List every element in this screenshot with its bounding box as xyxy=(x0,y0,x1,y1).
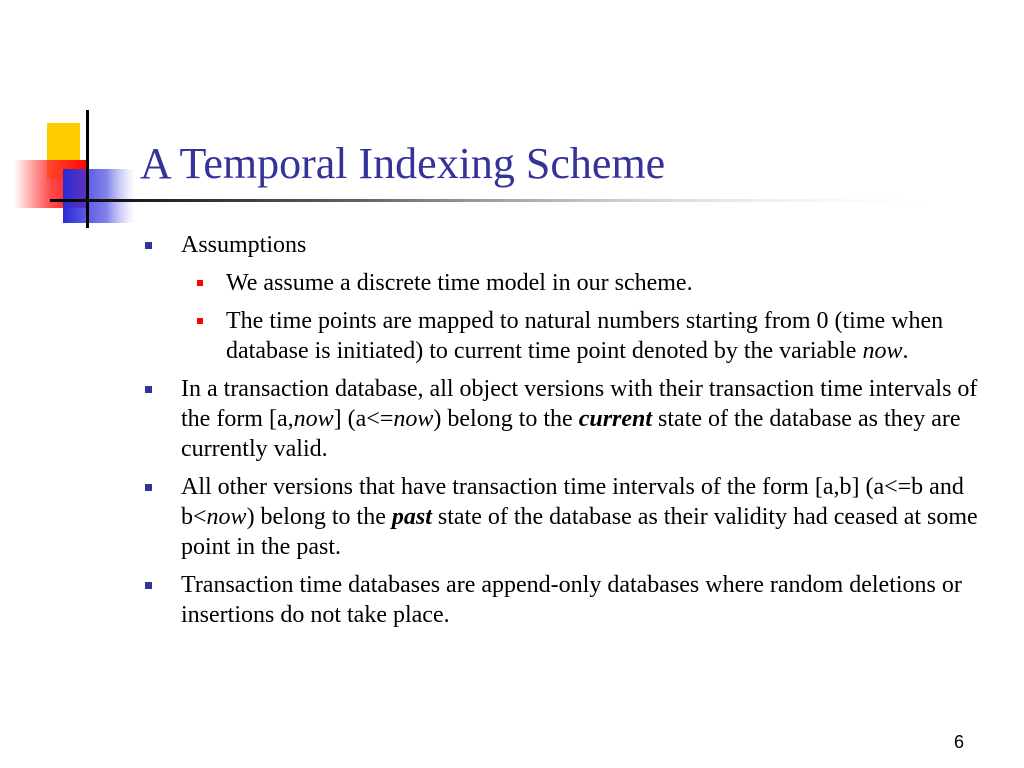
page-number: 6 xyxy=(953,732,964,752)
square-bullet-icon xyxy=(145,242,152,249)
bullet-text: state of the database as they are currently valid. xyxy=(181,406,961,462)
bullet-text: In a transaction database, all object versions with their transaction time intervals of the form [a, xyxy=(181,376,978,432)
bullet-past-state xyxy=(140,472,1000,562)
vertical-rule xyxy=(86,110,89,228)
bullet-text: All other versions that have transaction time intervals of the form [a,b] (a<=b and b< xyxy=(181,474,964,530)
square-bullet-icon xyxy=(145,582,152,589)
blue-gradient-square xyxy=(63,169,135,223)
title-decoration xyxy=(0,0,1024,240)
emphasis-past: past xyxy=(391,504,432,530)
bullet-text: . xyxy=(902,338,909,364)
bullet-assumptions xyxy=(140,230,1000,260)
emphasis-now: now xyxy=(293,406,334,432)
emphasis-current: current xyxy=(578,406,653,432)
title-underline xyxy=(50,199,960,202)
bullet-text: state of the database as their validity had ceased at some point in the past. xyxy=(181,504,978,560)
square-bullet-icon xyxy=(197,318,203,324)
slide-body xyxy=(140,230,1000,638)
bullet-text: ] (a<= xyxy=(333,406,394,432)
sub-bullet-time-points xyxy=(140,306,1000,366)
bullet-text: ) belong to the xyxy=(246,504,392,530)
square-bullet-icon xyxy=(145,484,152,491)
bullet-current-state xyxy=(140,374,1000,464)
bullet-text: Assumptions xyxy=(181,232,307,258)
sub-bullet-discrete-time xyxy=(140,268,1000,298)
bullet-text: Transaction time databases are append-only databases where random deletions or insertions do not take place. xyxy=(181,572,962,628)
bullet-append-only xyxy=(140,570,1000,630)
square-bullet-icon xyxy=(145,386,152,393)
bullet-text: ) belong to the xyxy=(433,406,579,432)
square-bullet-icon xyxy=(197,280,203,286)
bullet-text: The time points are mapped to natural numbers starting from 0 (time when database is initiated) to current time point denoted by the variable xyxy=(226,308,944,364)
emphasis-now: now xyxy=(393,406,434,432)
emphasis-now: now xyxy=(206,504,247,530)
emphasis-now: now xyxy=(862,338,903,364)
slide-title: A Temporal Indexing Scheme xyxy=(140,139,666,188)
bullet-text: We assume a discrete time model in our scheme. xyxy=(226,270,693,296)
